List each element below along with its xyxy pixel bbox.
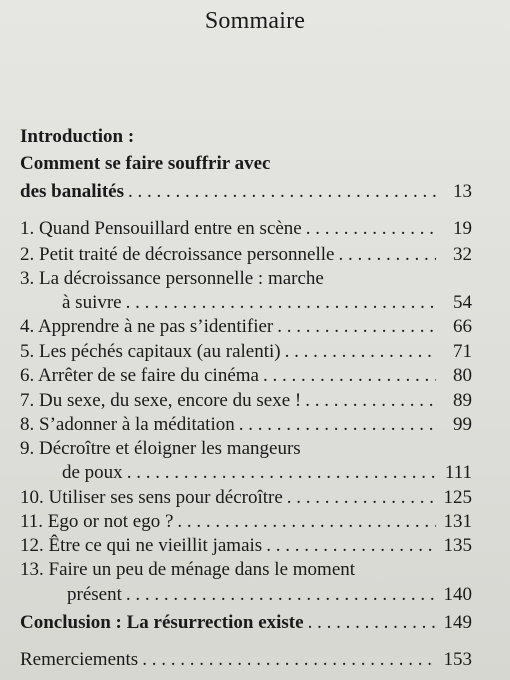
page-number: 89 (453, 390, 472, 411)
page-number: 99 (453, 414, 472, 435)
toc-entry-text: 7. Du sexe, du sexe, encore du sexe ! (20, 390, 302, 411)
intro-subtitle: Comment se faire souffrir avec (20, 153, 271, 174)
toc-entry-conclusion (20, 611, 472, 635)
toc-entry-4 (20, 315, 472, 339)
toc-entry-intro (20, 180, 472, 204)
leader-dots (285, 340, 436, 364)
toc-entry-3-line1: 3. La décroissance personnelle : marche (20, 268, 324, 289)
toc-entry-7 (20, 389, 472, 413)
page-number: 125 (443, 487, 472, 508)
page-number: 66 (453, 316, 472, 337)
leader-dots (127, 461, 436, 485)
toc-entry-13-line1: 13. Faire un peu de ménage dans le moment (20, 559, 356, 580)
toc-entry-text: des banalités (20, 181, 124, 202)
toc-entry-text: de poux (62, 462, 123, 483)
leader-dots (126, 291, 436, 315)
leader-dots (305, 389, 436, 413)
toc-entry-10 (20, 486, 472, 510)
page-number: 135 (443, 535, 472, 556)
toc-entry-text: 4. Apprendre à ne pas s’identifier (20, 316, 274, 337)
page-number: 131 (443, 511, 472, 532)
toc-entry-1 (20, 217, 472, 241)
toc-entry-text: Remerciements (20, 649, 139, 670)
leader-dots (338, 243, 436, 267)
page-number: 19 (453, 218, 472, 239)
page-number: 111 (444, 462, 472, 483)
page-number: 149 (443, 612, 472, 633)
leader-dots (126, 583, 436, 607)
toc-entry-text: 1. Quand Pensouillard entre en scène (20, 218, 302, 239)
toc-entry-5 (20, 340, 472, 364)
toc-entry-text: 11. Ego or not ego ? (20, 511, 174, 532)
leader-dots (308, 611, 436, 635)
page-number: 140 (443, 584, 472, 605)
toc-entry-thanks (20, 648, 472, 672)
leader-dots (287, 486, 436, 510)
toc-entry-6 (20, 364, 472, 388)
intro-heading: Introduction : (20, 126, 135, 147)
leader-dots (142, 648, 436, 672)
toc-entry-11 (20, 510, 472, 534)
leader-dots (239, 413, 436, 437)
leader-dots (306, 217, 436, 241)
toc-entry-text: 5. Les péchés capitaux (au ralenti) (20, 341, 281, 362)
toc-entry-text: présent (67, 584, 122, 605)
page-number: 71 (453, 341, 472, 362)
leader-dots (177, 510, 436, 534)
toc-entry-3 (62, 291, 472, 315)
toc-entry-8 (20, 413, 472, 437)
toc-entry-text: 12. Être ce qui ne vieillit jamais (20, 535, 263, 556)
toc-entry-text: 6. Arrêter de se faire du cinéma (20, 365, 259, 386)
toc-entry-9 (62, 461, 472, 485)
toc-entry-text: 2. Petit traité de décroissance personnelle (20, 244, 335, 265)
page-number: 54 (453, 292, 472, 313)
toc-entry-text: à suivre (62, 292, 122, 313)
page-number: 32 (453, 244, 472, 265)
toc-entry-text: 8. S’adonner à la méditation (20, 414, 235, 435)
toc-entry-text: Conclusion : La résurrection existe (20, 612, 304, 633)
leader-dots (128, 180, 436, 204)
leader-dots (263, 364, 436, 388)
toc-entry-12 (20, 534, 472, 558)
page-number: 13 (453, 181, 472, 202)
toc-entry-9-line1: 9. Décroître et éloigner les mangeurs (20, 438, 301, 459)
page-title: Sommaire (204, 8, 306, 34)
toc-entry-text: 10. Utiliser ses sens pour décroître (20, 487, 283, 508)
toc-entry-2 (20, 243, 472, 267)
page-number: 153 (443, 649, 472, 670)
leader-dots (266, 534, 436, 558)
toc-entry-13 (67, 583, 472, 607)
page-number: 80 (453, 365, 472, 386)
leader-dots (277, 315, 436, 339)
